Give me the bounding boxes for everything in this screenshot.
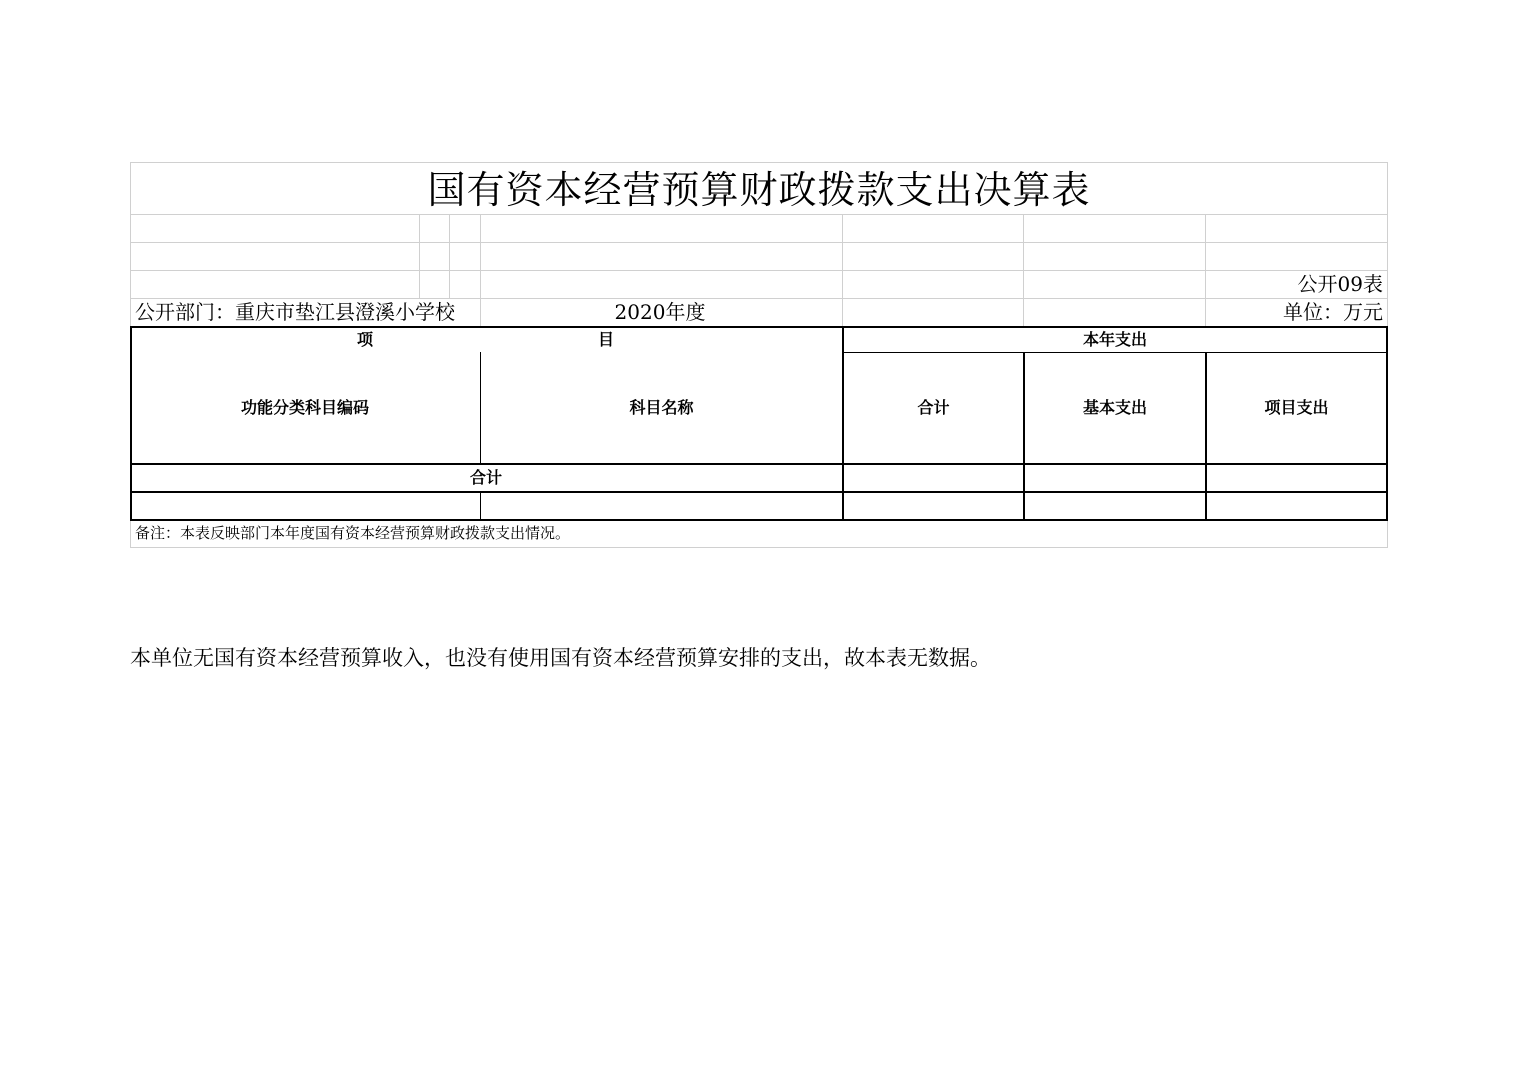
header-subject-name: 科目名称 xyxy=(629,398,694,417)
header-current-year-expense: 本年支出 xyxy=(1082,330,1147,349)
unit-label: 单位：万元 xyxy=(1283,300,1383,324)
remark-text: 本单位无国有资本经营预算收入，也没有使用国有资本经营预算安排的支出，故本表无数据。 xyxy=(130,646,991,670)
budget-table xyxy=(130,162,1388,548)
table-title: 国有资本经营预算财政拨款支出决算表 xyxy=(427,168,1091,212)
header-function-code: 功能分类科目编码 xyxy=(240,398,369,417)
header-basic-expense: 基本支出 xyxy=(1082,398,1147,417)
fiscal-year: 2020年度 xyxy=(614,300,706,324)
form-number: 公开09表 xyxy=(1297,272,1383,296)
header-total: 合计 xyxy=(917,398,950,417)
total-row-label: 合计 xyxy=(469,468,502,487)
department-label: 公开部门：重庆市垫江县澄溪小学校 xyxy=(135,300,455,324)
header-item-part2: 目 xyxy=(597,330,614,349)
header-project-expense: 项目支出 xyxy=(1264,398,1329,417)
header-item-part1: 项 xyxy=(356,330,373,349)
table-footnote: 备注：本表反映部门本年度国有资本经营预算财政拨款支出情况。 xyxy=(135,524,571,542)
